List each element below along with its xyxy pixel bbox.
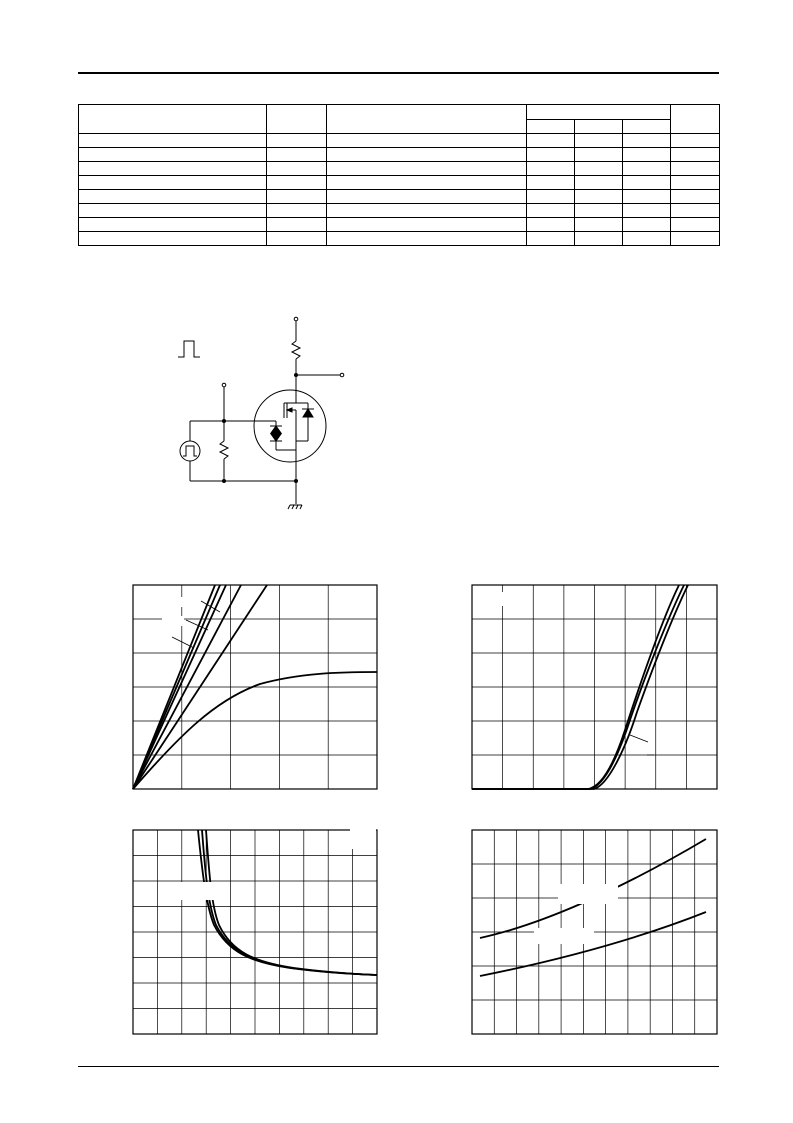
test-circuit-diagram [178, 317, 344, 509]
chart-top-left-series-6 [133, 672, 377, 789]
chart-bottom-right-grid [472, 830, 717, 1034]
annotation-leaders [172, 601, 654, 755]
gate-resistor [220, 441, 228, 459]
pulse-waveform-icon [178, 341, 200, 357]
chart-top-right-grid [472, 585, 717, 789]
chart-bottom-left-grid [133, 830, 377, 1034]
vdd-terminal [294, 317, 298, 321]
chart-bottom-left-series-1 [198, 830, 377, 975]
chart-top-left-grid [133, 585, 377, 789]
load-resistor [292, 341, 300, 359]
chart-bottom-left-series-2 [202, 830, 377, 975]
label-knockouts [148, 592, 618, 944]
footer-rule [78, 1066, 719, 1067]
ground-icon [288, 505, 302, 509]
pulse-generator [180, 441, 200, 461]
mosfet-package [254, 390, 326, 462]
output-terminal [340, 373, 344, 377]
chart-bottom-left-series-3 [206, 830, 377, 975]
vgs-terminal [222, 383, 226, 387]
